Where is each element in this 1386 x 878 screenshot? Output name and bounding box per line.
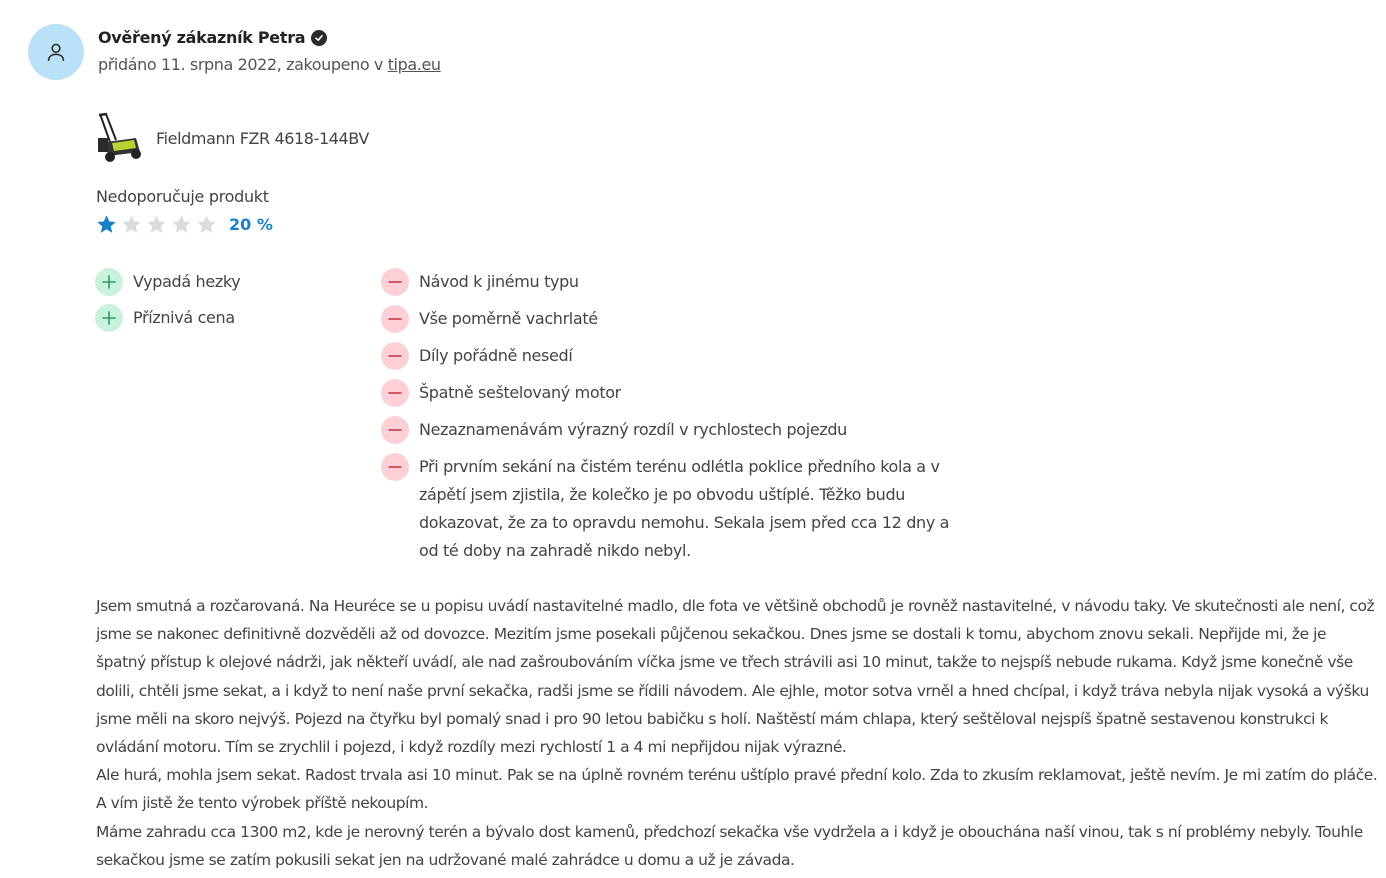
pro-item — [95, 268, 240, 304]
avatar — [28, 24, 84, 80]
review-meta — [98, 55, 441, 74]
con-item — [381, 268, 961, 296]
con-text: Návod k jinému typu — [419, 272, 579, 291]
review-header — [28, 24, 441, 80]
cons-list — [381, 268, 961, 574]
product-name[interactable]: Fieldmann FZR 4618-144BV — [156, 128, 369, 148]
pro-text: Příznivá cena — [133, 308, 235, 327]
star-rating — [96, 214, 273, 235]
minus-icon — [381, 453, 409, 481]
star-empty-icon — [121, 214, 142, 235]
con-item — [381, 305, 961, 333]
minus-icon — [381, 342, 409, 370]
user-icon — [45, 41, 67, 63]
star-filled-icon — [96, 214, 117, 235]
verdict-text: Nedoporučuje produkt — [96, 187, 269, 206]
shop-link[interactable]: tipa.eu — [387, 55, 441, 74]
minus-icon — [381, 416, 409, 444]
plus-icon — [95, 268, 123, 296]
plus-icon — [95, 304, 123, 332]
product-row[interactable] — [96, 112, 369, 164]
minus-icon — [381, 268, 409, 296]
pros-list — [95, 268, 240, 340]
pro-item — [95, 304, 240, 340]
con-item — [381, 416, 961, 444]
minus-icon — [381, 305, 409, 333]
review-paragraph: Ale hurá, mohla jsem sekat. Radost trvala asi 10 minut. Pak se na úplně rovném terénu uštíplo pravé přední kolo. Zda to zkusím reklamovat, ještě nevím. Je mi zatím do pláče. A vím jistě že tento výrobek příště nekoupím. — [96, 766, 1378, 813]
star-empty-icon — [146, 214, 167, 235]
review-paragraph: Máme zahradu cca 1300 m2, kde je nerovný terén a bývalo dost kamenů, předchozí sekačka vše vydržela a i když je obouchána naší vinou, tak s ní problémy nebyly. Touhle sekačkou jsme se zatím pokusili sekat jen na udržované malé zahrádce u domu a už je závada. — [96, 822, 1363, 869]
con-text: Nezaznamenávám výrazný rozdíl v rychlostech pojezdu — [419, 420, 847, 439]
verified-check-icon — [311, 30, 327, 46]
con-item — [381, 379, 961, 407]
rating-percent: 20 % — [229, 215, 273, 234]
con-text: Při prvním sekání na čistém terénu odlétla poklice předního kola a v zápětí jsem zjistila, že kolečko je po obvodu uštíplé. Těžko budu dokazovat, že za to opravdu nemohu. Sekala jsem před cca 12 dny a od té doby na zahradě nikdo nebyl. — [419, 457, 950, 560]
review-body — [96, 592, 1380, 874]
author-name: Ověřený zákazník Petra — [98, 28, 306, 47]
star-empty-icon — [196, 214, 217, 235]
con-text: Díly pořádně nesedí — [419, 346, 573, 365]
lawnmower-image — [96, 112, 144, 164]
con-item — [381, 342, 961, 370]
con-item — [381, 453, 961, 565]
con-text: Špatně seštelovaný motor — [419, 383, 621, 402]
pro-text: Vypadá hezky — [133, 272, 241, 291]
minus-icon — [381, 379, 409, 407]
con-text: Vše poměrně vachrlaté — [419, 309, 598, 328]
star-empty-icon — [171, 214, 192, 235]
review-paragraph: Jsem smutná a rozčarovaná. Na Heuréce se u popisu uvádí nastavitelné madlo, dle fota ve většině obchodů je rovněž nastavitelné, v návodu taky. Ve skutečnosti ale není, což jsme se nakonec definitivně dozvěděli až od dovozce. Mezitím jsme posekali půjčenou sekačkou. Dnes jsme se dostali k tomu, abychom znovu sekali. Nepřijde mi, že je špatný přístup k olejové nádrži, jak někteří uvádí, ale nad zašroubováním víčka jsme ve třech strávili asi 10 minut, takže to nejspíš nebude rukama. Když jsme konečně vše dolili, chtěli jsme sekat, a i když to není naše první sekačka, radši jsme se řídili návodem. Ale ejhle, motor sotva vrněl a hned chcípal, i když tráva nebyla nijak vysoká a výšku jsme měli na skoro nejvýš. Pojezd na čtyřku byl pomalý snad i pro 90 letou babičku s holí. Naštěstí mám chlapa, který seštěloval nejspíš špatně sestavenou konstrukci k ovládání motoru. Tím se zrychlil i pojezd, i když rozdíly mezi rychlostí 1 a 4 mi nepřijdou nijak výrazné. — [96, 597, 1375, 757]
review-date: přidáno 11. srpna 2022, zakoupeno v — [98, 55, 388, 74]
